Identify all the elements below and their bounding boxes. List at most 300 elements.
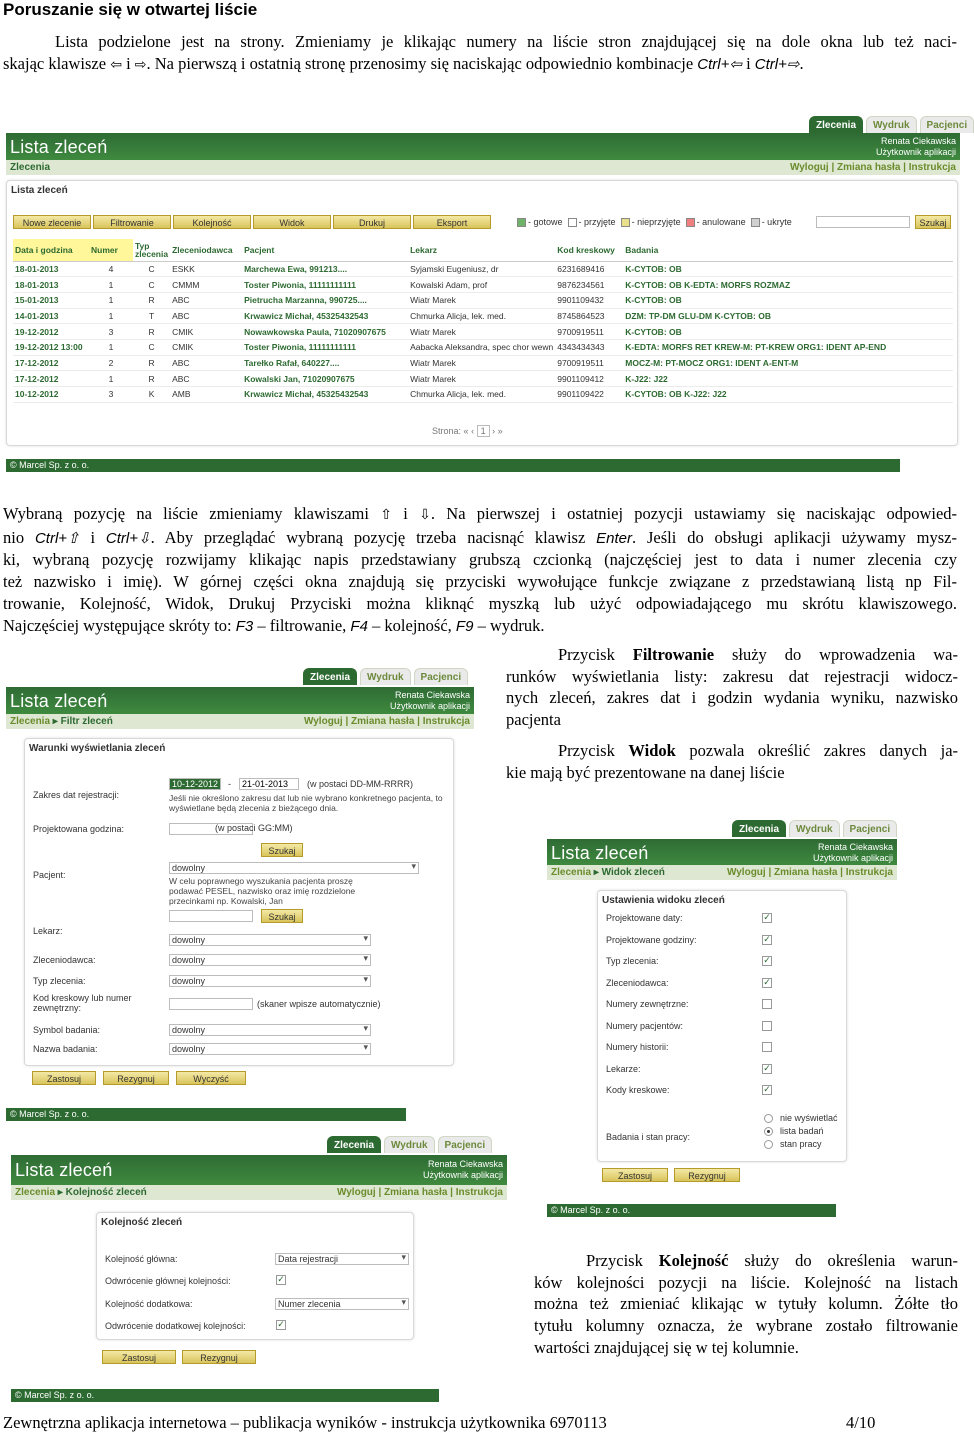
table-cell: K <box>133 387 170 403</box>
legend-accepted: - przyjęte <box>578 217 616 227</box>
table-cell: 3 <box>89 387 133 403</box>
panel-title: Warunki wyświetlania zleceń <box>29 743 166 754</box>
text: Wybraną pozycję na liście zmieniamy klawiszami <box>3 504 369 523</box>
table-cell: K-EDTA: MORFS RET KREW-M: PT-KREW ORG1: IDENT AP-END <box>623 339 953 355</box>
table-row[interactable] <box>13 339 953 355</box>
table-cell: 9901109422 <box>555 387 623 403</box>
clear-button[interactable]: Wyczyść <box>176 1071 246 1085</box>
view-option-checkbox[interactable]: ✓ <box>763 977 771 988</box>
text: służy do określenia warun- <box>744 1251 959 1270</box>
table-cell[interactable]: 18-01-2013 <box>13 261 89 277</box>
main-order-reverse-label: Odwrócenie głównej kolejności: <box>105 1276 231 1286</box>
view-option-label: Numery zewnętrzne: <box>606 999 689 1009</box>
tab-patients[interactable]: Pacjenci <box>414 668 469 685</box>
barcode-input[interactable] <box>169 998 253 1010</box>
table-cell: CMIK <box>170 339 242 355</box>
table-cell[interactable]: 14-01-2013 <box>13 308 89 324</box>
table-cell: K-J22: J22 <box>623 371 953 387</box>
table-cell: ABC <box>170 308 242 324</box>
table-cell[interactable]: Kowalski Jan, 71020907675 <box>242 371 408 387</box>
table-cell: Kowalski Adam, prof <box>408 277 555 293</box>
user-name: Renata Ciekawska <box>427 1159 503 1169</box>
view-button[interactable]: Widok <box>253 215 331 229</box>
text: – filtrowanie, <box>257 615 347 635</box>
text: . Na pierwszej i ostatniej pozycji ustawiamy się naciskając odpowied- <box>430 504 958 523</box>
search-button[interactable]: Szukaj <box>261 843 303 857</box>
table-cell: C <box>133 277 170 293</box>
test-name-label: Nazwa badania: <box>33 1044 98 1054</box>
text: i <box>746 53 751 73</box>
app-footer: © Marcel Sp. z o. o. <box>6 1108 406 1121</box>
main-order-select[interactable]: Data rejestracji ▾ <box>275 1253 409 1265</box>
table-cell: 6231689416 <box>555 261 623 277</box>
shortcut-enter: Enter <box>596 529 633 547</box>
app-title: Lista zleceń <box>551 843 649 863</box>
table-cell: 3 <box>89 324 133 340</box>
arrow-left-icon: ⇦ <box>110 56 122 73</box>
pager <box>432 426 503 436</box>
breadcrumb: Zlecenia ▸ Widok zleceń <box>551 867 665 878</box>
view-option-label: Lekarze: <box>606 1063 641 1074</box>
text: nio <box>3 527 25 547</box>
text: . Na pierwszą i ostatnią stronę przenosimy się naciskając odpowiednio kombinacje <box>146 53 694 73</box>
print-button[interactable]: Drukuj <box>333 215 411 229</box>
table-cell: DZM: TP-DM GLU-DM K-CYTOB: OB <box>623 308 953 324</box>
app-title: Lista zleceń <box>10 137 108 157</box>
date-to-input[interactable]: 21-01-2013 <box>239 778 299 790</box>
registration-range-label: Zakres dat rejestracji: <box>33 790 120 800</box>
search-input[interactable] <box>816 216 910 228</box>
patient-select[interactable]: dowolny ▾ <box>169 862 419 874</box>
shortcut-ctrl-up: Ctrl+⇧ <box>34 529 80 547</box>
order-button[interactable]: Kolejność <box>173 215 251 229</box>
legend-cancelled: - anulowane <box>696 217 746 227</box>
table-row[interactable] <box>13 292 953 308</box>
top-links[interactable]: Wyloguj | Zmiana hasła | Instrukcja <box>789 162 956 173</box>
text: Przycisk <box>558 741 615 760</box>
table-cell: 9700919511 <box>555 355 623 371</box>
app-header <box>6 687 474 714</box>
tab-print[interactable]: Wydruk <box>360 668 411 685</box>
legend-cancelled-swatch <box>686 218 695 227</box>
text: ki, wybraną pozycję rozwijamy klikając napis przedstawiany grubszą czcionką (najczęściej jest to data i numer zlecenia czy <box>3 550 957 570</box>
doctor-select[interactable]: dowolny ▾ <box>169 934 371 946</box>
app-header <box>11 1155 507 1185</box>
view-option-checkbox[interactable]: ✓ <box>763 1063 771 1074</box>
breadcrumb-current: Widok zleceń <box>601 867 665 878</box>
table-cell[interactable]: Pietrucha Marzanna, 990725.... <box>242 292 408 308</box>
table-cell: 1 <box>89 277 133 293</box>
main-order-label: Kolejność główna: <box>105 1254 178 1264</box>
shortcut-f4: F4 <box>350 617 368 635</box>
table-header-row <box>13 239 953 261</box>
app-subbar <box>11 1185 507 1200</box>
user-role: Użytkownik aplikacji <box>422 1170 503 1180</box>
text-bold: Filtrowanie <box>632 645 715 664</box>
panel-title: Lista zleceń <box>11 185 68 196</box>
view-option-label: Numery pacjentów: <box>606 1020 684 1031</box>
table-cell: 4 <box>89 261 133 277</box>
paragraph-view <box>506 740 958 783</box>
page-number: 4/10 <box>846 1413 876 1432</box>
screenshot-view <box>547 820 897 1220</box>
text: pozwala określić zakres danych ja- <box>689 741 959 760</box>
studies-radio[interactable] <box>764 1127 773 1136</box>
search-button[interactable]: Szukaj <box>915 215 951 229</box>
shortcut-f3: F3 <box>235 617 254 635</box>
text-bold: Widok <box>628 741 676 760</box>
date-format-hint: (w postaci DD-MM-RRRR) <box>307 779 413 789</box>
client-select[interactable]: dowolny ▾ <box>169 954 371 966</box>
filter-panel <box>24 738 454 1066</box>
date-dash: - <box>228 779 231 789</box>
table-cell: K-CYTOB: OB K-EDTA: MORFS ROZMAZ <box>623 277 953 293</box>
column-patient[interactable]: Pacjent <box>242 239 408 261</box>
breadcrumb-orders[interactable]: Zlecenia <box>15 1187 56 1198</box>
text: – kolejność, <box>372 615 452 635</box>
apply-button[interactable]: Zastosuj <box>32 1071 96 1085</box>
table-cell: 8745864523 <box>555 308 623 324</box>
panel-title: Kolejność zleceń <box>101 1217 183 1228</box>
patient-search-button[interactable]: Szukaj <box>261 909 303 923</box>
breadcrumb-orders[interactable]: Zlecenia <box>10 716 51 727</box>
pager-prev-button[interactable]: ‹ <box>471 426 475 436</box>
paragraph-pages <box>3 31 957 76</box>
studies-radio[interactable] <box>764 1114 773 1123</box>
page-footer-text: Zewnętrzna aplikacja internetowa – publikacja wyników - instrukcja użytkownika 6970113 <box>3 1413 607 1432</box>
table-row[interactable] <box>13 261 953 277</box>
app-subbar <box>547 865 897 880</box>
text: trowanie, Kolejność, Widok, Drukuj Przyciski można kliknąć myszką lub użyć odpowiadającego mu skrótu klawiszowego. <box>3 593 957 613</box>
screenshot-filter <box>6 668 474 1128</box>
column-date[interactable]: Data i godzina <box>13 239 89 261</box>
user-role: Użytkownik aplikacji <box>875 147 956 157</box>
table-cell[interactable]: Nowawkowska Paula, 71020907675 <box>242 324 408 340</box>
table-cell: ABC <box>170 355 242 371</box>
barcode-hint: (skaner wpisze automatycznie) <box>257 999 381 1009</box>
table-cell: 4343434343 <box>555 339 623 355</box>
table-cell: 9901109432 <box>555 292 623 308</box>
table-cell[interactable]: 15-01-2013 <box>13 292 89 308</box>
order-type-label: Typ zlecenia: <box>33 976 86 986</box>
table-cell: 9700919511 <box>555 324 623 340</box>
table-cell: R <box>133 371 170 387</box>
text: ków kolejności pozycji na liście. Kolejność na listach <box>534 1272 958 1292</box>
text: i <box>90 527 96 547</box>
date-from-input[interactable]: 10-12-2012 <box>169 778 221 790</box>
projected-time-label: Projektowana godzina: <box>33 824 125 834</box>
user-name: Renata Ciekawska <box>817 842 893 852</box>
table-cell: T <box>133 308 170 324</box>
table-cell: ABC <box>170 371 242 387</box>
table-cell: Aabacka Aleksandra, spec chor wewn <box>408 339 555 355</box>
tab-orders[interactable]: Zlecenia <box>327 1136 381 1153</box>
top-links[interactable]: Wyloguj | Zmiana hasła | Instrukcja <box>726 867 893 878</box>
breadcrumb-current: Kolejność zleceń <box>65 1187 147 1198</box>
screenshot-order-list <box>6 116 968 474</box>
table-cell: K-CYTOB: OB K-J22: J22 <box>623 387 953 403</box>
table-cell: 9901109412 <box>555 371 623 387</box>
shortcut-f9: F9 <box>455 617 474 635</box>
tab-patients[interactable]: Pacjenci <box>438 1136 493 1153</box>
text: Najczęściej występujące skróty to: <box>3 615 232 635</box>
arrow-up-icon: ⇧ <box>380 507 392 523</box>
breadcrumb[interactable]: Zlecenia <box>10 162 51 173</box>
app-header <box>6 133 960 160</box>
legend-accepted-swatch <box>568 218 577 227</box>
status-legend <box>517 217 792 227</box>
app-footer: © Marcel Sp. z o. o. <box>6 459 900 472</box>
table-cell[interactable]: 19-12-2012 <box>13 324 89 340</box>
pager-page-1[interactable]: 1 <box>477 425 490 437</box>
user-name: Renata Ciekawska <box>880 136 956 146</box>
tab-orders[interactable]: Zlecenia <box>732 820 786 837</box>
text: . <box>799 53 804 73</box>
table-cell: C <box>133 339 170 355</box>
top-links[interactable]: Wyloguj | Zmiana hasła | Instrukcja <box>336 1187 503 1198</box>
order-panel <box>96 1212 414 1340</box>
projected-time-hint: (w postaci GG:MM) <box>215 823 293 833</box>
table-cell: K-CYTOB: OB <box>623 324 953 340</box>
app-header <box>547 839 897 866</box>
studies-radio-label: lista badań <box>780 1126 824 1136</box>
table-cell: CMMM <box>170 277 242 293</box>
tab-patients[interactable]: Pacjenci <box>843 820 898 837</box>
table-cell: ABC <box>170 292 242 308</box>
view-option-checkbox[interactable]: ✓ <box>763 934 771 945</box>
text: tytułu kolumny oznacza, że wybrane zostało filtrowanie <box>534 1316 958 1336</box>
extra-order-reverse-label: Odwrócenie dodatkowej kolejności: <box>105 1321 246 1331</box>
test-symbol-label: Symbol badania: <box>33 1025 101 1035</box>
legend-hidden: - ukryte <box>761 217 792 227</box>
table-row[interactable] <box>13 355 953 371</box>
pager-next-button[interactable]: › <box>492 426 496 436</box>
patient-label: Pacjent: <box>33 870 66 880</box>
legend-ready: - gotowe <box>528 217 563 227</box>
text-bold: Kolejność <box>658 1251 729 1270</box>
column-barcode[interactable]: Kod kreskowy <box>555 239 623 261</box>
text: runków wyświetlania listy: zakresu dat rejestracji widocz- <box>506 666 958 686</box>
table-cell: 1 <box>89 292 133 308</box>
text: Przycisk <box>586 1251 643 1270</box>
apply-button[interactable]: Zastosuj <box>102 1350 176 1364</box>
shortcut-ctrl-left: Ctrl+⇦ <box>697 55 742 73</box>
pager-last-button[interactable]: » <box>497 426 503 436</box>
table-cell: C <box>133 261 170 277</box>
app-subbar <box>6 714 474 729</box>
view-option-label: Numery historii: <box>606 1042 669 1052</box>
breadcrumb-current: Filtr zleceń <box>60 716 113 727</box>
test-symbol-select[interactable]: dowolny ▾ <box>169 1024 371 1036</box>
paragraph-order <box>534 1250 958 1359</box>
view-option-checkbox[interactable]: ✓ <box>763 956 771 966</box>
legend-ready-swatch <box>517 218 526 227</box>
tab-patients[interactable]: Pacjenci <box>920 116 974 133</box>
export-button[interactable]: Eksport <box>413 215 491 229</box>
paragraph-navigation <box>3 503 957 637</box>
tab-print[interactable]: Wydruk <box>866 116 917 133</box>
table-cell: R <box>133 324 170 340</box>
table-cell: Wiatr Marek <box>408 292 555 308</box>
table-cell: Chmurka Alicja, lek. med. <box>408 387 555 403</box>
text: . Jeśli do obsługi aplikacji używamy mysz- <box>632 527 957 547</box>
table-cell: R <box>133 292 170 308</box>
table-cell[interactable]: 17-12-2012 <box>13 371 89 387</box>
text: . Aby przeglądać wybraną pozycję trzeba nacisnąć klawisz <box>150 527 586 547</box>
view-option-label: Kody kreskowe: <box>606 1085 670 1095</box>
table-cell[interactable]: Toster Piwonia, 11111111111 <box>242 277 408 293</box>
text: i <box>126 53 131 73</box>
patient-hint: W celu poprawnego wyszukania pacjenta proszę podawać PESEL, nazwisko oraz imię rozdzielone przecinkami np. Kowalski, Jan <box>169 876 356 906</box>
text: – wydruk. <box>477 615 545 635</box>
tab-orders[interactable]: Zlecenia <box>809 116 863 133</box>
view-option-checkbox[interactable]: ✓ <box>763 913 771 923</box>
shortcut-ctrl-right: Ctrl+⇨ <box>754 55 800 73</box>
extra-order-label: Kolejność dodatkowa: <box>105 1299 193 1309</box>
table-cell[interactable]: Tarełko Rafał, 640227.... <box>242 355 408 371</box>
app-tabs <box>303 668 468 685</box>
column-type[interactable]: Typ zlecenia <box>133 239 170 261</box>
view-option-checkbox[interactable] <box>762 999 772 1009</box>
order-list-panel <box>6 180 958 446</box>
table-cell: Syjamski Eugeniusz, dr <box>408 261 555 277</box>
user-role: Użytkownik aplikacji <box>389 701 470 711</box>
view-option-label: Projektowane daty: <box>606 913 683 923</box>
text: też nazwisko i imię). W górnej części okna znajdują się przyciski wywołujące funkcje związane z przedstawianą listą np Fil- <box>3 572 957 592</box>
app-tabs <box>809 116 974 133</box>
screenshot-order <box>11 1136 507 1406</box>
table-row[interactable] <box>13 371 953 387</box>
view-panel <box>597 890 847 1162</box>
text: i <box>403 504 408 523</box>
legend-hidden-swatch <box>751 218 760 227</box>
studies-radio[interactable] <box>764 1140 773 1149</box>
studies-radio-label: stan pracy <box>780 1139 822 1149</box>
column-doctor[interactable]: Lekarz <box>408 239 555 261</box>
table-row[interactable] <box>13 308 953 324</box>
apply-button[interactable]: Zastosuj <box>602 1168 668 1182</box>
table-cell: K-CYTOB: OB <box>623 261 953 277</box>
text: skając klawisze <box>3 53 107 73</box>
view-option-checkbox[interactable]: ✓ <box>763 1085 771 1095</box>
view-option-label: Zleceniodawca: <box>606 977 669 988</box>
pager-label: Strona: <box>432 426 462 436</box>
studies-label: Badania i stan pracy: <box>606 1132 691 1142</box>
tab-orders[interactable]: Zlecenia <box>303 668 357 685</box>
tab-print[interactable]: Wydruk <box>384 1136 435 1153</box>
text: Przycisk <box>558 645 615 664</box>
user-name: Renata Ciekawska <box>394 690 470 700</box>
table-cell[interactable]: Marchewa Ewa, 991213.... <box>242 261 408 277</box>
table-cell: Chmurka Alicja, lek. med. <box>408 308 555 324</box>
table-cell[interactable]: 19-12-2012 13:00 <box>13 339 89 355</box>
text: można też zmieniać klikając w tytuły kolumn. Żółte tło <box>534 1294 958 1314</box>
table-cell: MOCZ-M: PT-MOCZ ORG1: IDENT A-ENT-M <box>623 355 953 371</box>
table-cell[interactable]: Krwawicz Michał, 45325432543 <box>242 387 408 403</box>
app-title: Lista zleceń <box>10 691 108 711</box>
text: kie mają być prezentowane na danej liście <box>506 762 785 782</box>
view-option-checkbox[interactable] <box>762 1042 772 1052</box>
orders-table-body <box>13 261 953 402</box>
cancel-button[interactable]: Rezygnuj <box>674 1168 740 1182</box>
text: służy do wprowadzenia wa- <box>731 645 958 664</box>
column-tests[interactable]: Badania <box>623 239 953 261</box>
table-row[interactable] <box>13 277 953 293</box>
breadcrumb: Zlecenia ▸ Kolejność zleceń <box>15 1187 147 1198</box>
extra-order-reverse-checkbox[interactable]: ✓ <box>277 1320 285 1330</box>
extra-order-select[interactable]: Numer zlecenia ▾ <box>275 1298 409 1310</box>
arrow-right-icon: ⇨ <box>134 56 147 73</box>
top-links[interactable]: Wyloguj | Zmiana hasła | Instrukcja <box>303 716 470 727</box>
table-cell: 1 <box>89 339 133 355</box>
breadcrumb: Zlecenia ▸ Filtr zleceń <box>10 716 113 727</box>
shortcut-ctrl-down: Ctrl+⇩ <box>105 529 151 547</box>
doctor-label: Lekarz: <box>33 926 63 936</box>
test-name-select[interactable]: dowolny ▾ <box>169 1043 371 1055</box>
registration-range-hint: Jeśli nie określono zakresu dat lub nie wybrano konkretnego pacjenta, to wyświetlane będą zlecenia z bieżącego dnia. <box>169 793 443 813</box>
view-option-label: Typ zlecenia: <box>606 956 659 966</box>
view-option-checkbox[interactable] <box>762 1021 772 1031</box>
table-cell: K-CYTOB: OB <box>623 292 953 308</box>
paragraph-filter <box>506 644 958 731</box>
table-cell[interactable]: Krwawicz Michał, 45325432543 <box>242 308 408 324</box>
studies-radio-label: nie wyświetlać <box>780 1113 838 1123</box>
cancel-button[interactable]: Rezygnuj <box>103 1071 169 1085</box>
page-heading: Poruszanie się w otwartej liście <box>3 0 258 19</box>
legend-not-accepted-swatch <box>621 218 630 227</box>
tab-print[interactable]: Wydruk <box>789 820 840 837</box>
order-type-select[interactable]: dowolny ▾ <box>169 975 371 987</box>
patient-search-input[interactable] <box>169 910 253 922</box>
table-cell: Wiatr Marek <box>408 371 555 387</box>
table-row[interactable] <box>13 324 953 340</box>
table-cell: 1 <box>89 371 133 387</box>
table-cell[interactable]: 17-12-2012 <box>13 355 89 371</box>
table-cell: CMIK <box>170 324 242 340</box>
column-number[interactable]: Numer <box>89 239 133 261</box>
table-cell: 9876234561 <box>555 277 623 293</box>
table-cell: ESKK <box>170 261 242 277</box>
app-footer: © Marcel Sp. z o. o. <box>11 1389 439 1402</box>
main-order-reverse-checkbox[interactable]: ✓ <box>277 1275 285 1285</box>
table-cell[interactable]: 18-01-2013 <box>13 277 89 293</box>
table-cell[interactable]: 10-12-2012 <box>13 387 89 403</box>
filter-button[interactable]: Filtrowanie <box>93 215 171 229</box>
table-row[interactable] <box>13 387 953 403</box>
table-cell: 2 <box>89 355 133 371</box>
view-option-label: Projektowane godziny: <box>606 934 697 945</box>
breadcrumb-orders[interactable]: Zlecenia <box>551 867 592 878</box>
new-order-button[interactable]: Nowe zlecenie <box>13 215 91 229</box>
table-cell: Wiatr Marek <box>408 324 555 340</box>
table-cell: R <box>133 355 170 371</box>
table-cell: Wiatr Marek <box>408 355 555 371</box>
table-cell: AMB <box>170 387 242 403</box>
column-client[interactable]: Zleceniodawca <box>170 239 242 261</box>
text: pacjenta <box>506 710 561 730</box>
app-subbar <box>6 160 960 175</box>
text: nych zleceń, zakres dat i godzin wydania wyniku, nazwisko <box>506 688 958 708</box>
barcode-label: Kod kreskowy lub numer zewnętrzny: <box>33 993 132 1013</box>
orders-table <box>13 239 953 403</box>
app-footer: © Marcel Sp. z o. o. <box>547 1204 836 1217</box>
pager-first-button[interactable]: « <box>463 426 469 436</box>
table-cell[interactable]: Toster Piwonia, 11111111111 <box>242 339 408 355</box>
cancel-button[interactable]: Rezygnuj <box>182 1350 256 1364</box>
app-tabs <box>327 1136 492 1153</box>
app-title: Lista zleceń <box>15 1160 113 1180</box>
text: Lista podzielone jest na strony. Zmieniamy je klikając numery na liście stron znajdującej się na dole okna lub też naci- <box>55 32 957 51</box>
